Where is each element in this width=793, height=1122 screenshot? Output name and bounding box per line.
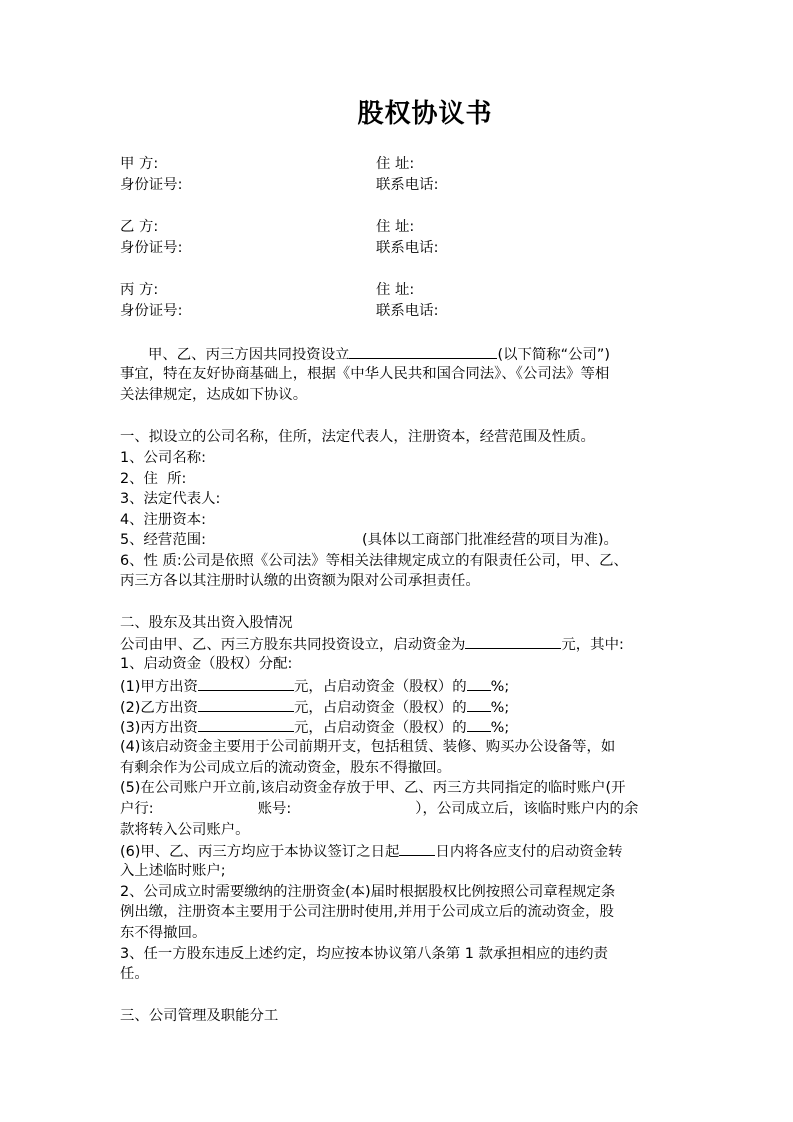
section-2-line-6: (4)该启动资金主要用于公司前期开支，包括租赁、装修、购买办公设备等，如 (120, 739, 616, 755)
section-1-item-2: 2、住 所: (120, 471, 187, 487)
party-a-name-label: 甲 方: (120, 156, 159, 172)
party-a-id-label: 身份证号: (120, 177, 183, 193)
section-2-line-2: 1、启动资金（股权）分配: (120, 656, 293, 672)
section-2-line-16: 3、任一方股东违反上述约定，均应按本协议第八条第 1 款承担相应的违约责 (120, 946, 608, 962)
section-2-line-7: 有剩余作为公司成立后的流动资金，股东不得撤回。 (120, 760, 451, 776)
party-a-contribution-text: (1)甲方出资 (120, 679, 198, 695)
company-name-blank (349, 343, 497, 359)
section-2-line-12: 入上述临时账户; (120, 863, 226, 879)
section-2-line-10: 款将转入公司账户。 (120, 822, 250, 838)
intro-text-a: 甲、乙、丙三方因共同投资设立 (148, 347, 350, 363)
section-1-item-3: 3、法定代表人: (120, 491, 221, 507)
section-1-item-4: 4、注册资本: (120, 512, 206, 528)
party-b-contribution-text: (2)乙方出资 (120, 700, 198, 716)
section-2-line-1 (120, 633, 624, 653)
deadline-text-b: 日内将各应支付的启动资金转 (435, 844, 623, 860)
capital-text-b: 元，其中: (561, 637, 624, 653)
document-title: 股权协议书 (357, 99, 493, 129)
party-a-percent-blank (467, 675, 491, 691)
party-c-percent-blank (467, 716, 491, 732)
account-tail-text: ），公司成立后，该临时账户内的余 (415, 801, 639, 817)
section-2-heading: 二、股东及其出资入股情况 (120, 615, 293, 631)
section-2-line-9 (120, 799, 638, 819)
capital-text-a: 公司由甲、乙、丙三方股东共同投资设立，启动资金为 (120, 637, 466, 653)
party-b-name-label: 乙 方: (120, 219, 159, 235)
party-b-address-label: 住 址: (376, 219, 415, 235)
party-b-contribution-line (120, 696, 509, 716)
party-c-contribution-line (120, 716, 509, 736)
party-b-id-label: 身份证号: (120, 240, 183, 256)
section-2-line-13: 2、公司成立时需要缴纳的注册资金(本)届时根据股权比例按照公司章程规定条 (120, 884, 616, 900)
party-b-percent-sign: %; (490, 700, 510, 716)
section-2-line-11 (120, 840, 623, 860)
party-a-percent-sign: %; (490, 679, 510, 695)
section-2-line-8: (5)在公司账户开立前,该启动资金存放于甲、乙、丙三方共同指定的临时账户(开 (120, 780, 626, 796)
section-2-line-17: 任。 (120, 966, 149, 982)
party-a-amount-blank (198, 675, 294, 691)
intro-line-3: 关法律规定，达成如下协议。 (120, 387, 308, 403)
intro-text-b: (以下简称“公司”) (497, 347, 610, 363)
section-2-line-15: 东不得撤回。 (120, 925, 207, 941)
section-3-heading: 三、公司管理及职能分工 (120, 1008, 279, 1024)
intro-line-1 (148, 343, 610, 363)
section-1-heading: 一、拟设立的公司名称，住所，法定代表人，注册资本，经营范围及性质。 (120, 429, 595, 445)
account-label: 账号: (257, 801, 292, 817)
party-c-address-label: 住 址: (376, 282, 415, 298)
party-c-id-label: 身份证号: (120, 303, 183, 319)
party-c-percent-sign: %; (490, 720, 510, 736)
section-1-item-5-note: (具体以工商部门批准经营的项目为准)。 (362, 532, 618, 548)
party-a-phone-label: 联系电话: (376, 177, 439, 193)
party-b-share-text: 元，占启动资金（股权）的 (293, 700, 467, 716)
party-b-amount-blank (198, 696, 294, 712)
party-a-share-text: 元，占启动资金（股权）的 (293, 679, 467, 695)
deadline-days-blank (399, 840, 435, 856)
party-c-name-label: 丙 方: (120, 282, 159, 298)
capital-amount-blank (465, 633, 561, 649)
intro-line-2: 事宜，特在友好协商基础上，根据《中华人民共和国合同法》、《公司法》等相 (120, 366, 610, 382)
section-1-item-5: 5、经营范围: (120, 532, 206, 548)
party-b-percent-blank (467, 696, 491, 712)
party-c-phone-label: 联系电话: (376, 303, 439, 319)
party-a-contribution-line (120, 675, 509, 695)
party-c-share-text: 元，占启动资金（股权）的 (293, 720, 467, 736)
party-c-amount-blank (198, 716, 294, 732)
section-1-item-6-line-1: 6、性 质:公司是依照《公司法》等相关法律规定成立的有限责任公司，甲、乙、 (120, 553, 628, 569)
party-b-phone-label: 联系电话: (376, 240, 439, 256)
bank-label: 户行: (120, 801, 154, 817)
party-c-contribution-text: (3)丙方出资 (120, 720, 198, 736)
section-2-line-14: 例出缴，注册资本主要用于公司注册时使用,并用于公司成立后的流动资金，股 (120, 904, 614, 920)
deadline-text-a: (6)甲、乙、丙三方均应于本协议签订之日起 (120, 844, 400, 860)
section-1-item-6-line-2: 丙三方各以其注册时认缴的出资额为限对公司承担责任。 (120, 573, 480, 589)
section-1-item-1: 1、公司名称: (120, 450, 206, 466)
party-a-address-label: 住 址: (376, 156, 415, 172)
